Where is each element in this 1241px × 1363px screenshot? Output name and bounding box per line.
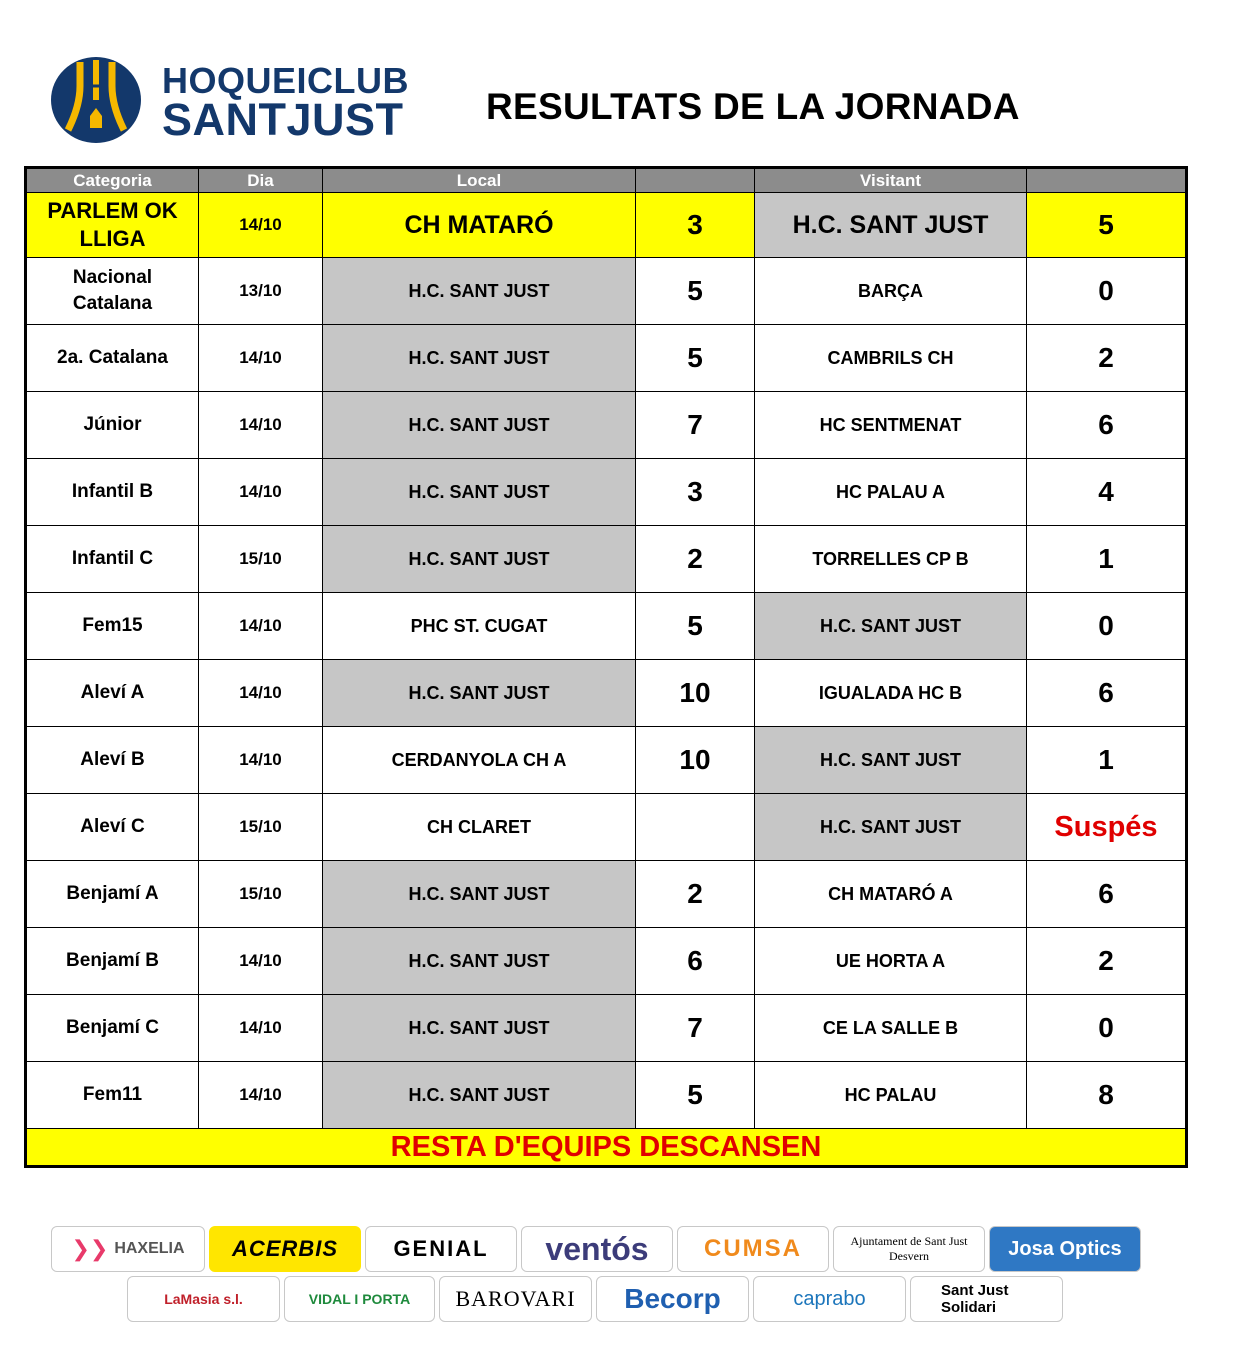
- sponsor-logo: Becorp: [596, 1276, 749, 1322]
- sponsor-logo: ACERBIS: [209, 1226, 361, 1272]
- local-team-cell: H.C. SANT JUST: [323, 861, 636, 928]
- dia-cell: 14/10: [199, 325, 323, 392]
- categoria-cell: 2a. Catalana: [26, 325, 199, 392]
- sponsor-logo: Josa Optics: [989, 1226, 1141, 1272]
- local-score-cell: [636, 794, 755, 861]
- logo-text-line1: HOQUEICLUB: [162, 60, 409, 101]
- local-team-cell: CERDANYOLA CH A: [323, 727, 636, 794]
- visitant-team-cell: CE LA SALLE B: [755, 995, 1027, 1062]
- dia-cell: 14/10: [199, 995, 323, 1062]
- local-team-cell: H.C. SANT JUST: [323, 928, 636, 995]
- dia-cell: 14/10: [199, 1062, 323, 1129]
- col-header-local-score: [636, 168, 755, 193]
- sponsor-logo: LaMasia s.l.: [127, 1276, 280, 1322]
- sponsor-logo: caprabo: [753, 1276, 906, 1322]
- featured-categoria: [26, 193, 199, 258]
- categoria-cell: Júnior: [26, 392, 199, 459]
- col-header-visitant: Visitant: [755, 168, 1027, 193]
- categoria-cell: Benjamí A: [26, 861, 199, 928]
- visitant-team-cell: IGUALADA HC B: [755, 660, 1027, 727]
- dia-cell: 14/10: [199, 593, 323, 660]
- local-team-cell: CH CLARET: [323, 794, 636, 861]
- table-row: [26, 526, 1187, 593]
- dia-cell: 15/10: [199, 794, 323, 861]
- local-score-cell: 2: [636, 861, 755, 928]
- visitant-score-cell: 2: [1027, 928, 1187, 995]
- visitant-team-cell: UE HORTA A: [755, 928, 1027, 995]
- categoria-cell: Aleví B: [26, 727, 199, 794]
- table-row: [26, 392, 1187, 459]
- visitant-team-cell: BARÇA: [755, 258, 1027, 325]
- local-team-cell: PHC ST. CUGAT: [323, 593, 636, 660]
- visitant-team-cell: CAMBRILS CH: [755, 325, 1027, 392]
- featured-categoria-line1: PARLEM OK: [47, 198, 178, 223]
- visitant-team-cell: HC PALAU A: [755, 459, 1027, 526]
- local-score-cell: 3: [636, 459, 755, 526]
- club-emblem-icon: [50, 56, 142, 144]
- logo-text-line2: SANTJUST: [162, 94, 404, 145]
- local-score-cell: 7: [636, 995, 755, 1062]
- table-row: [26, 794, 1187, 861]
- table-row: [26, 995, 1187, 1062]
- col-header-visitant-score: [1027, 168, 1187, 193]
- visitant-team-cell: HC PALAU: [755, 1062, 1027, 1129]
- sponsor-logo: ❯❯ HAXELIA: [51, 1226, 205, 1272]
- table-row: [26, 325, 1187, 392]
- visitant-score-cell: 2: [1027, 325, 1187, 392]
- categoria-cell: Aleví C: [26, 794, 199, 861]
- local-score-cell: 5: [636, 258, 755, 325]
- visitant-score-cell: 0: [1027, 995, 1187, 1062]
- local-team-cell: H.C. SANT JUST: [323, 392, 636, 459]
- categoria-cell: Fem11: [26, 1062, 199, 1129]
- visitant-score-cell: 4: [1027, 459, 1187, 526]
- footer-row: [26, 1129, 1187, 1167]
- table-header-row: [26, 168, 1187, 193]
- local-team-cell: H.C. SANT JUST: [323, 459, 636, 526]
- visitant-score-cell: Suspés: [1027, 794, 1187, 861]
- visitant-score-cell: 6: [1027, 392, 1187, 459]
- dia-cell: 14/10: [199, 928, 323, 995]
- local-score-cell: 2: [636, 526, 755, 593]
- table-row: [26, 660, 1187, 727]
- local-team-cell: H.C. SANT JUST: [323, 995, 636, 1062]
- local-score-cell: 10: [636, 660, 755, 727]
- dia-cell: 15/10: [199, 861, 323, 928]
- visitant-team-cell: H.C. SANT JUST: [755, 593, 1027, 660]
- local-team-cell: H.C. SANT JUST: [323, 660, 636, 727]
- featured-visitant: H.C. SANT JUST: [755, 193, 1027, 258]
- rest-notice: RESTA D'EQUIPS DESCANSEN: [26, 1129, 1187, 1167]
- visitant-score-cell: 6: [1027, 660, 1187, 727]
- featured-visitant-score: 5: [1027, 193, 1187, 258]
- local-score-cell: 6: [636, 928, 755, 995]
- sponsor-logo: VIDAL I PORTA: [284, 1276, 435, 1322]
- visitant-score-cell: 0: [1027, 258, 1187, 325]
- table-row: [26, 928, 1187, 995]
- featured-dia: 14/10: [199, 193, 323, 258]
- sponsor-logo: CUMSA: [677, 1226, 829, 1272]
- sponsor-logo: Ajuntament de Sant Just Desvern: [833, 1226, 985, 1272]
- dia-cell: 13/10: [199, 258, 323, 325]
- visitant-team-cell: H.C. SANT JUST: [755, 727, 1027, 794]
- local-score-cell: 10: [636, 727, 755, 794]
- sponsor-logo: GENIAL: [365, 1226, 517, 1272]
- local-team-cell: H.C. SANT JUST: [323, 526, 636, 593]
- table-row: [26, 861, 1187, 928]
- local-team-cell: H.C. SANT JUST: [323, 1062, 636, 1129]
- visitant-score-cell: 0: [1027, 593, 1187, 660]
- local-team-cell: H.C. SANT JUST: [323, 325, 636, 392]
- featured-local-score: 3: [636, 193, 755, 258]
- categoria-cell: Infantil B: [26, 459, 199, 526]
- sponsors-row-1: [51, 1226, 1141, 1272]
- table-row: [26, 593, 1187, 660]
- sponsor-logo: BAROVARI: [439, 1276, 592, 1322]
- visitant-team-cell: TORRELLES CP B: [755, 526, 1027, 593]
- visitant-score-cell: 6: [1027, 861, 1187, 928]
- sponsor-logo: Sant Just Solidari: [910, 1276, 1063, 1322]
- dia-cell: 14/10: [199, 660, 323, 727]
- featured-match-row: [26, 193, 1187, 258]
- visitant-score-cell: 8: [1027, 1062, 1187, 1129]
- col-header-dia: Dia: [199, 168, 323, 193]
- page-title: RESULTATS DE LA JORNADA: [486, 86, 1020, 127]
- col-header-categoria: Categoria: [26, 168, 199, 193]
- local-team-cell: H.C. SANT JUST: [323, 258, 636, 325]
- results-table: [24, 166, 1188, 1168]
- featured-categoria-line2: LLIGA: [79, 226, 146, 251]
- visitant-score-cell: 1: [1027, 727, 1187, 794]
- visitant-score-cell: 1: [1027, 526, 1187, 593]
- table-row: [26, 727, 1187, 794]
- dia-cell: 14/10: [199, 392, 323, 459]
- visitant-team-cell: CH MATARÓ A: [755, 861, 1027, 928]
- local-score-cell: 5: [636, 325, 755, 392]
- sponsors-row-2: [127, 1276, 1063, 1322]
- categoria-cell: Fem15: [26, 593, 199, 660]
- categoria-cell: Aleví A: [26, 660, 199, 727]
- table-row: [26, 1062, 1187, 1129]
- categoria-cell: Nacional Catalana: [26, 258, 199, 325]
- col-header-local: Local: [323, 168, 636, 193]
- dia-cell: 15/10: [199, 526, 323, 593]
- dia-cell: 14/10: [199, 459, 323, 526]
- featured-local: CH MATARÓ: [323, 193, 636, 258]
- table-row: [26, 459, 1187, 526]
- club-logo: [50, 56, 410, 146]
- local-score-cell: 5: [636, 593, 755, 660]
- categoria-cell: Benjamí B: [26, 928, 199, 995]
- local-score-cell: 5: [636, 1062, 755, 1129]
- local-score-cell: 7: [636, 392, 755, 459]
- table-row: [26, 258, 1187, 325]
- visitant-team-cell: HC SENTMENAT: [755, 392, 1027, 459]
- categoria-cell: Benjamí C: [26, 995, 199, 1062]
- dia-cell: 14/10: [199, 727, 323, 794]
- categoria-cell: Infantil C: [26, 526, 199, 593]
- sponsor-logo: ventós: [521, 1226, 673, 1272]
- visitant-team-cell: H.C. SANT JUST: [755, 794, 1027, 861]
